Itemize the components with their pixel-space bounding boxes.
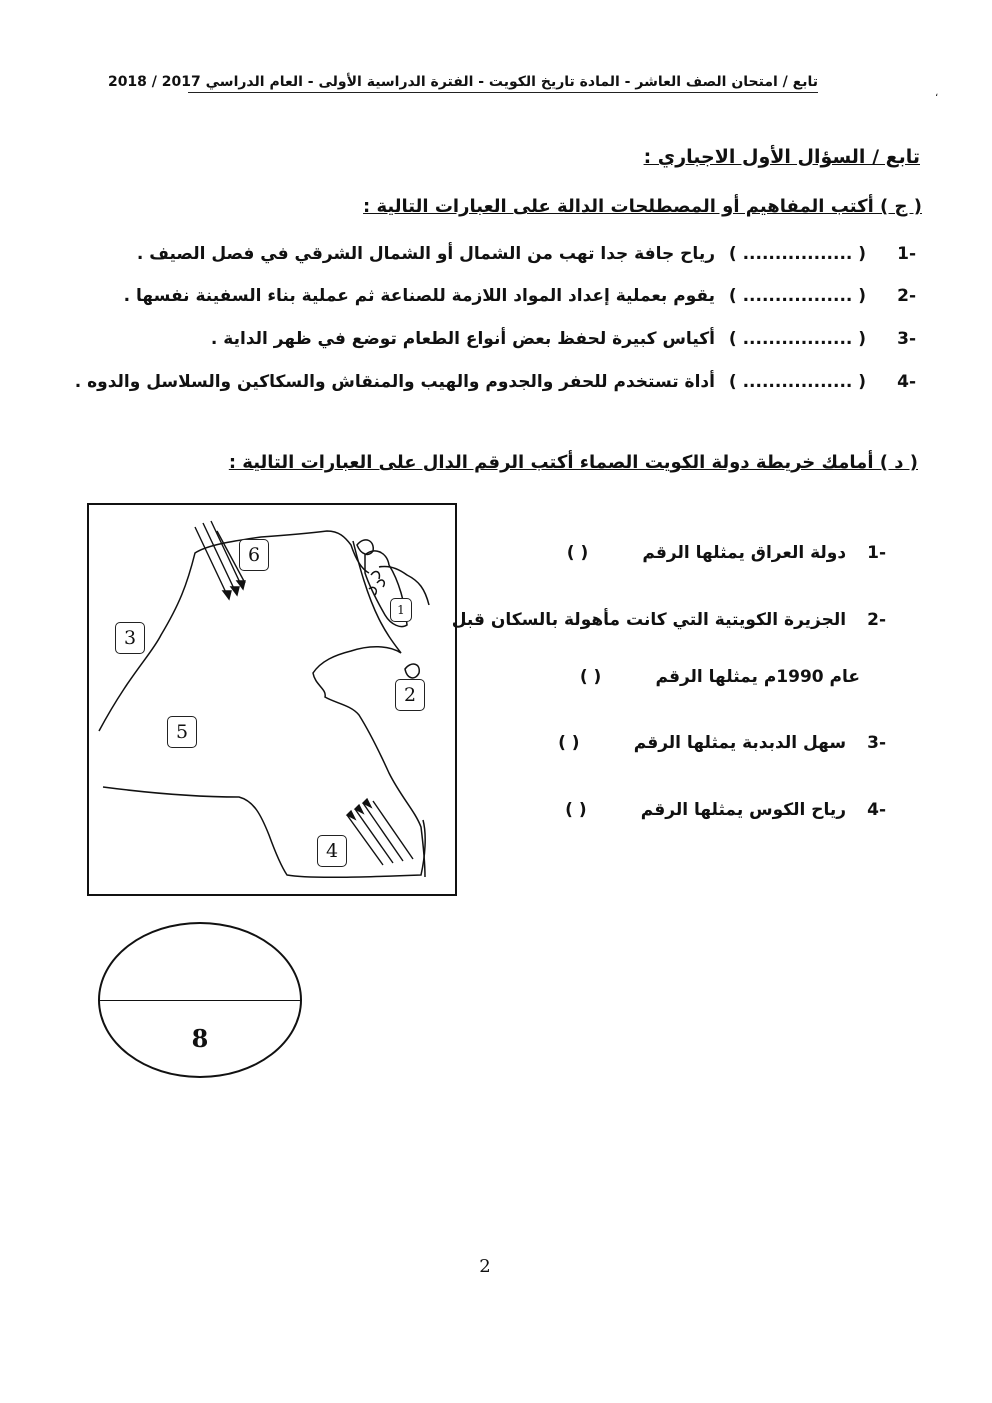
section-d-item bbox=[532, 543, 886, 563]
item-text: رياح جافة جدا تهب من الشمال أو الشمال الشرقي في فصل الصيف . bbox=[136, 244, 715, 264]
grade-divider bbox=[100, 1000, 300, 1001]
item-text: عام 1990م يمثلها الرقم bbox=[655, 667, 860, 687]
map-label-6: 6 bbox=[239, 539, 269, 571]
section-d-item bbox=[531, 800, 886, 820]
corner-mark: ، bbox=[935, 88, 939, 99]
item-number: -2 bbox=[897, 286, 916, 306]
section-c-item bbox=[137, 244, 916, 264]
section-c-title: ( ج ) أكتب المفاهيم أو المصطلحات الدالة على العبارات التالية : bbox=[363, 196, 922, 217]
item-text: يقوم بعملية إعداد المواد اللازمة للصناعة ثم عملية بناء السفينة نفسها . bbox=[123, 286, 715, 306]
item-text: سهل الدبدبة يمثلها الرقم bbox=[633, 733, 847, 753]
answer-blank[interactable]: ( ) bbox=[558, 733, 580, 753]
item-number: -1 bbox=[897, 244, 916, 264]
answer-blank[interactable]: ( ................. ) bbox=[728, 329, 867, 349]
item-text: الجزيرة الكويتية التي كانت مأهولة بالسكان قبل bbox=[451, 610, 847, 630]
wind-arrow-south bbox=[373, 801, 413, 859]
item-number: -1 bbox=[867, 543, 886, 563]
section-d-title: ( د ) أمامك خريطة دولة الكويت الصماء أكتب الرقم الدال على العبارات التالية : bbox=[228, 452, 918, 473]
item-text: أداة تستخدم للحفر والجدوم والهيب والمنقاش والسكاكين والسلاسل والدوه . bbox=[74, 372, 715, 392]
map-label-4: 4 bbox=[317, 835, 347, 867]
item-text: أكياس كبيرة لحفظ بعض أنواع الطعام توضع في ظهر الداية . bbox=[210, 329, 715, 349]
section-d-item-continuation bbox=[546, 667, 860, 687]
grade-circle bbox=[98, 922, 302, 1078]
question-title: تابع / السؤال الأول الاجباري : bbox=[643, 146, 920, 168]
arrowhead bbox=[231, 587, 239, 595]
wind-arrow-south bbox=[363, 803, 403, 861]
map-label-1: 1 bbox=[390, 598, 412, 622]
arrowhead bbox=[223, 591, 231, 599]
section-c-item bbox=[124, 286, 916, 306]
exam-header: تابع / امتحان الصف العاشر - المادة تاريخ الكويت - الفترة الدراسية الأولى - العام الدراسي 2017 / 2018 bbox=[188, 74, 818, 93]
answer-blank[interactable]: ( ) bbox=[566, 543, 589, 563]
map-label-2: 2 bbox=[395, 679, 425, 711]
answer-blank[interactable]: ( ) bbox=[565, 800, 587, 820]
wind-arrow-north bbox=[195, 527, 229, 599]
item-number: -4 bbox=[867, 800, 886, 820]
kuwait-blank-map bbox=[87, 503, 457, 896]
failaka-island bbox=[405, 664, 419, 678]
wind-arrow-south bbox=[355, 809, 393, 863]
map-label-3: 3 bbox=[115, 622, 145, 654]
item-text: رياح الكوس يمثلها الرقم bbox=[640, 800, 847, 820]
answer-blank[interactable]: ( ) bbox=[579, 667, 602, 687]
item-number: -3 bbox=[897, 329, 916, 349]
saudi-border-line bbox=[103, 787, 425, 877]
island-detail bbox=[369, 572, 384, 595]
section-d-item bbox=[452, 610, 886, 630]
answer-blank[interactable]: ( ................. ) bbox=[728, 286, 867, 306]
section-d-item bbox=[524, 733, 886, 753]
item-number: -4 bbox=[897, 372, 916, 392]
section-c-item bbox=[211, 329, 916, 349]
answer-blank[interactable]: ( ................. ) bbox=[728, 372, 867, 392]
section-c-item bbox=[75, 372, 916, 392]
item-text: دولة العراق يمثلها الرقم bbox=[642, 543, 847, 563]
answer-blank[interactable]: ( ................. ) bbox=[728, 244, 867, 264]
page-number: 2 bbox=[479, 1256, 491, 1277]
grade-value: 8 bbox=[191, 1024, 209, 1053]
warbah-island bbox=[357, 540, 373, 555]
map-label-5: 5 bbox=[167, 716, 197, 748]
item-number: -2 bbox=[867, 610, 886, 630]
item-number: -3 bbox=[867, 733, 886, 753]
